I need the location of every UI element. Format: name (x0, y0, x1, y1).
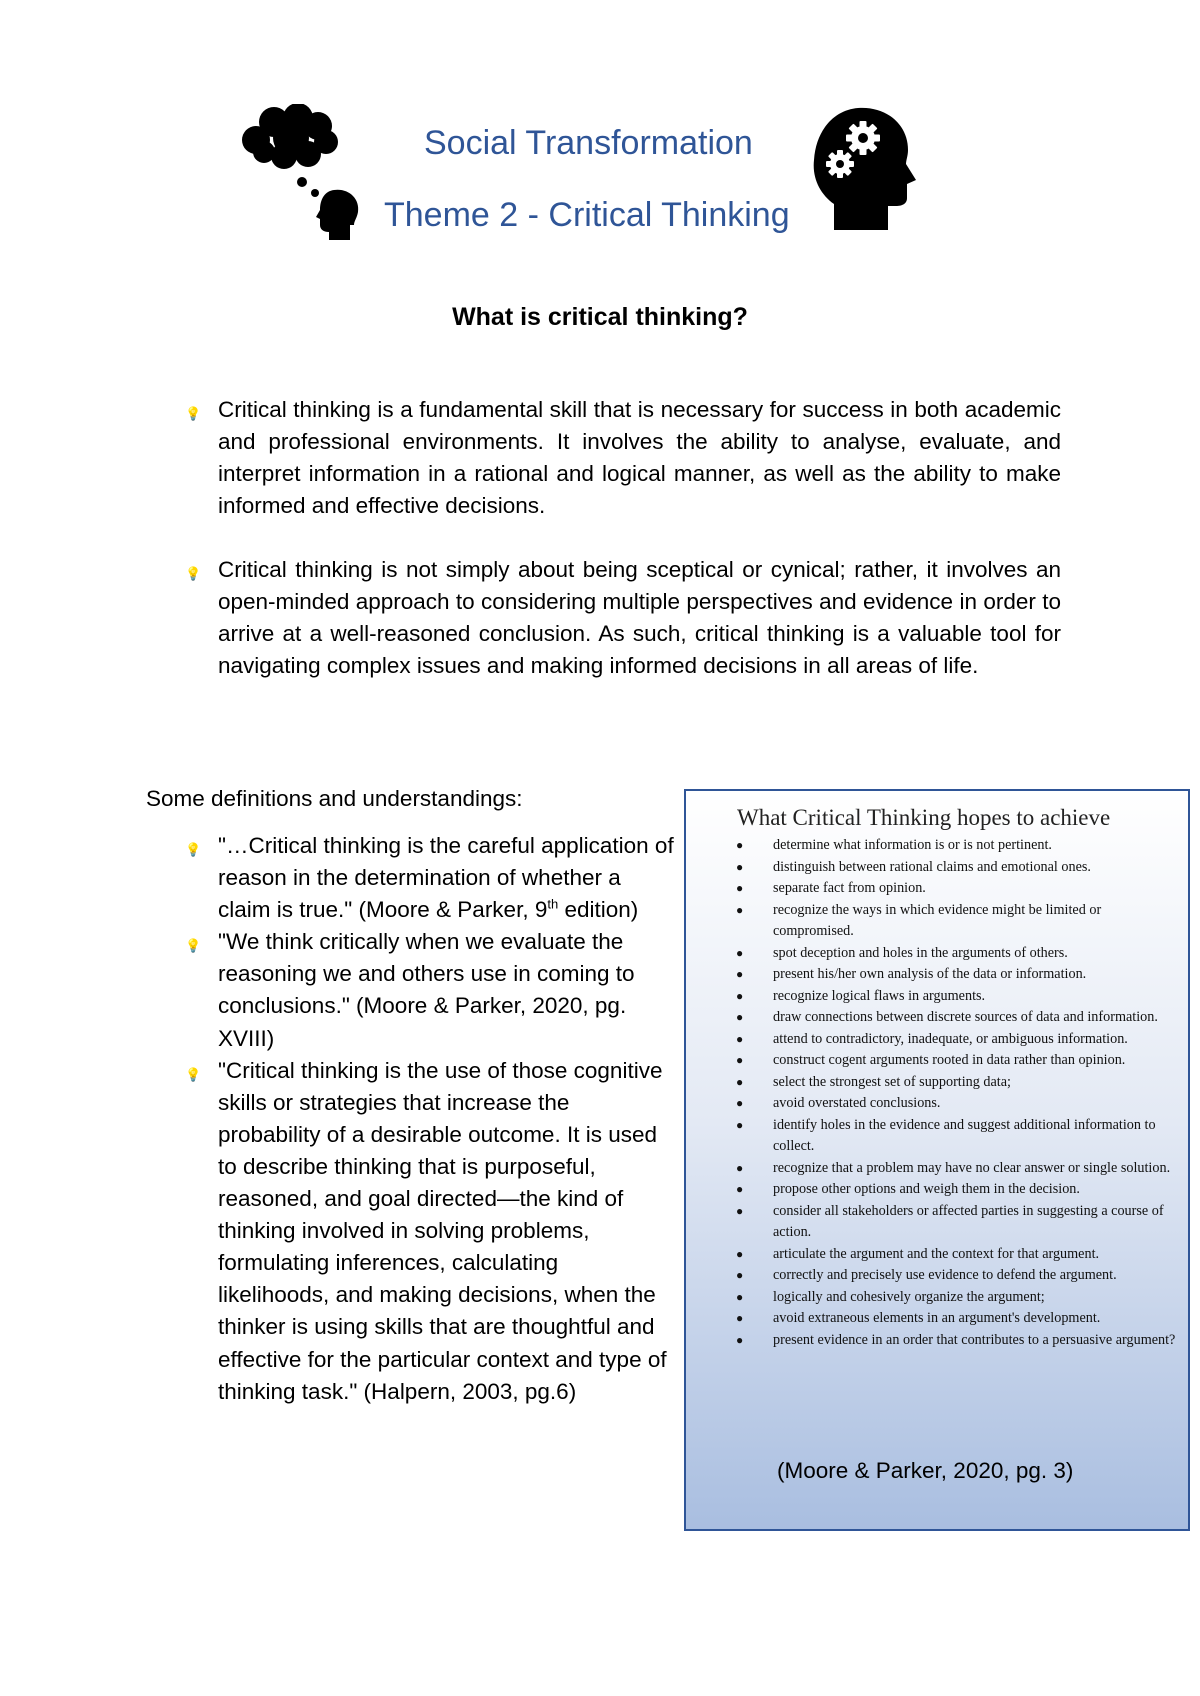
bullet-dot-icon: ● (736, 838, 744, 852)
head-gears-icon (810, 104, 918, 234)
goal-item (736, 1072, 1176, 1094)
goal-text: spot deception and holes in the arguments of others. (773, 944, 1068, 961)
goal-text: present his/her own analysis of the data or information. (773, 966, 1087, 982)
definition-item (185, 1055, 675, 1408)
page-title: Social Transformation (424, 124, 753, 162)
goals-box (684, 789, 1190, 1531)
goal-text: determine what information is or is not pertinent. (773, 837, 1052, 853)
intro-list (185, 394, 1061, 714)
goal-item (736, 1244, 1176, 1266)
bullet-dot-icon: ● (736, 1074, 744, 1089)
bullet-dot-icon: ● (736, 859, 744, 874)
bullet-dot-icon: ● (736, 1246, 744, 1261)
goals-list (736, 835, 1176, 1351)
lightbulb-bullet-icon: 💡 (185, 1066, 202, 1082)
goal-text: draw connections between discrete sources of data and information. (773, 1009, 1158, 1025)
list-item (185, 394, 1061, 522)
goals-box-citation: (Moore & Parker, 2020, pg. 3) (777, 1458, 1074, 1483)
goal-text: articulate the argument and the context for that argument. (773, 1245, 1100, 1262)
goal-item (736, 1201, 1176, 1244)
goal-text: present evidence in an order that contributes to a persuasive argument? (773, 1331, 1176, 1348)
bullet-dot-icon: ● (736, 902, 744, 917)
section-heading: What is critical thinking? (452, 303, 748, 331)
goal-item (736, 1308, 1176, 1330)
goal-item (736, 878, 1176, 900)
lightbulb-bullet-icon: 💡 (185, 842, 202, 857)
bullet-dot-icon: ● (736, 1203, 744, 1218)
list-item (185, 554, 1061, 682)
goal-item (736, 1265, 1176, 1287)
list-item-text: Critical thinking is not simply about being sceptical or cynical; rather, it involves an open-minded approach to considering multiple perspectives and evidence in order to arrive at a well-reasoned conclusion. As such, critical thinking is a valuable tool for navigating complex issues and making informed decisions in all areas of life. (218, 557, 1061, 678)
goal-text: avoid overstated conclusions. (773, 1095, 941, 1111)
goal-text: correctly and precisely use evidence to defend the argument. (773, 1267, 1117, 1283)
bullet-dot-icon: ● (736, 881, 744, 895)
goal-text: attend to contradictory, inadequate, or ambiguous information. (773, 1030, 1128, 1047)
bullet-dot-icon: ● (736, 1031, 744, 1046)
thought-cloud-head-icon (236, 104, 376, 244)
bullet-dot-icon: ● (736, 1160, 744, 1175)
definition-text-end: edition) (558, 897, 639, 923)
goal-text: separate fact from opinion. (773, 880, 926, 896)
bullet-dot-icon: ● (736, 1096, 744, 1110)
bullet-dot-icon: ● (736, 1117, 744, 1132)
bullet-dot-icon: ● (736, 945, 744, 960)
goal-item (736, 1330, 1176, 1352)
definitions-list (185, 830, 675, 1408)
definition-text: "We think critically when we evaluate the reasoning we and others use in coming to conclusions." (Moore & Parker, 2020, pg. XVIII) (218, 929, 635, 1051)
goal-text: recognize logical flaws in arguments. (773, 987, 986, 1004)
goal-item (736, 964, 1176, 986)
lightbulb-bullet-icon: 💡 (185, 938, 202, 954)
bullet-dot-icon: ● (736, 1311, 744, 1325)
goal-item (736, 1287, 1176, 1309)
bullet-dot-icon: ● (736, 988, 744, 1003)
goal-text: select the strongest set of supporting data; (773, 1073, 1011, 1090)
goal-item (736, 1007, 1176, 1029)
page-subtitle: Theme 2 - Critical Thinking (384, 196, 790, 234)
goal-text: identify holes in the evidence and suggest additional information to collect. (773, 1116, 1156, 1154)
goal-text: propose other options and weigh them in the decision. (773, 1181, 1080, 1197)
goals-box-title: What Critical Thinking hopes to achieve (737, 805, 1111, 830)
goal-text: distinguish between rational claims and emotional ones. (773, 858, 1091, 875)
goal-text: recognize that a problem may have no clear answer or single solution. (773, 1159, 1171, 1176)
goal-item (736, 835, 1176, 857)
goal-item (736, 1158, 1176, 1180)
goal-item (736, 1029, 1176, 1051)
goal-item (736, 1115, 1176, 1158)
goal-text: recognize the ways in which evidence might be limited or compromised. (773, 901, 1102, 939)
definition-item (185, 926, 675, 1054)
goal-item (736, 1093, 1176, 1115)
goal-text: consider all stakeholders or affected parties in suggesting a course of action. (773, 1202, 1164, 1240)
goal-item (736, 857, 1176, 879)
goal-item (736, 943, 1176, 965)
bullet-dot-icon: ● (736, 1010, 744, 1024)
goal-text: avoid extraneous elements in an argument's development. (773, 1310, 1101, 1326)
bullet-dot-icon: ● (736, 1332, 744, 1347)
bullet-dot-icon: ● (736, 1182, 744, 1196)
lightbulb-bullet-icon: 💡 (185, 566, 202, 581)
goal-item (736, 900, 1176, 943)
definition-text: "Critical thinking is the use of those cognitive skills or strategies that increase the probability of a desirable outcome. It is used to describe thinking that is purposeful, reasoned, and goal directed—the kind of thinking involved in solving problems, formulating inferences, calculating likelihoods, and making decisions, when the thinker is using skills that are thoughtful and effective for the particular context and type of thinking task." (Halpern, 2003, pg.6) (218, 1057, 667, 1404)
goal-text: construct cogent arguments rooted in data rather than opinion. (773, 1052, 1126, 1068)
lightbulb-bullet-icon: 💡 (185, 406, 202, 421)
goal-item (736, 1179, 1176, 1201)
goal-text: logically and cohesively organize the argument; (773, 1288, 1045, 1305)
definitions-heading: Some definitions and understandings: (146, 786, 523, 811)
bullet-dot-icon: ● (736, 1053, 744, 1067)
bullet-dot-icon: ● (736, 1268, 744, 1282)
goal-item (736, 1050, 1176, 1072)
bullet-dot-icon: ● (736, 967, 744, 981)
bullet-dot-icon: ● (736, 1289, 744, 1304)
list-item-text: Critical thinking is a fundamental skill that is necessary for success in both academic and professional environments. It involves the ability to analyse, evaluate, and interpret information in a rational and logical manner, as well as the ability to make informed and effective decisions. (218, 397, 1061, 518)
definition-text: "…Critical thinking is the careful application of reason in the determination of whether a claim is true." (Moore & Parker, 9 (218, 833, 674, 923)
superscript: th (547, 896, 559, 912)
definition-item (185, 830, 675, 926)
goal-item (736, 986, 1176, 1008)
